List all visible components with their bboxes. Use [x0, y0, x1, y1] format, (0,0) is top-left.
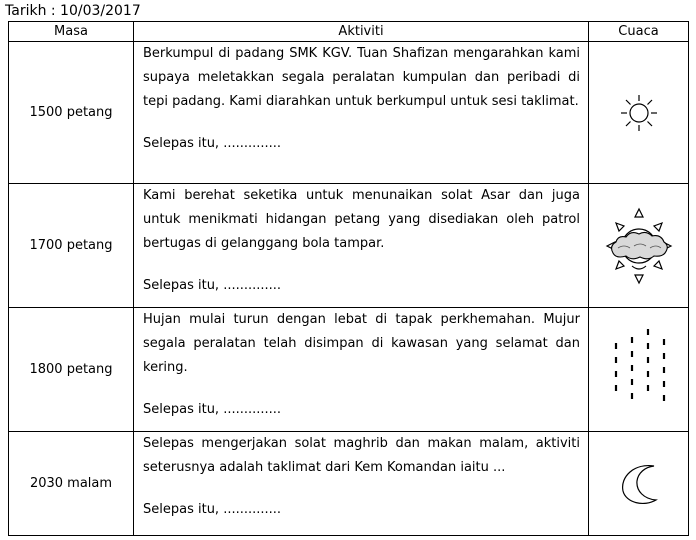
sun-cloud-icon — [604, 206, 674, 286]
time-cell: 1700 petang — [9, 184, 134, 308]
weather-cell — [589, 308, 689, 432]
activity-cell — [134, 184, 589, 308]
header-time: Masa — [9, 22, 134, 42]
rain-icon — [604, 325, 674, 415]
table-row — [9, 42, 689, 184]
table-row — [9, 432, 689, 536]
time-cell: 1800 petang — [9, 308, 134, 432]
time-cell: 2030 malam — [9, 432, 134, 536]
weather-cell — [589, 432, 689, 536]
activity-followup: Selepas itu, .............. — [143, 278, 282, 293]
activity-text: Selepas mengerjakan solat maghrib dan makan malam, aktiviti seterusnya adalah taklimat dari Kem Komandan iaitu ... — [143, 436, 580, 475]
activity-cell — [134, 42, 589, 184]
time-cell: 1500 petang — [9, 42, 134, 184]
activity-followup: Selepas itu, .............. — [143, 502, 282, 517]
sun-icon — [619, 93, 659, 133]
activity-cell — [134, 432, 589, 536]
weather-cell — [589, 184, 689, 308]
table-row — [9, 184, 689, 308]
table-row — [9, 308, 689, 432]
header-weather: Cuaca — [589, 22, 689, 42]
header-row — [9, 22, 689, 42]
date-label: Tarikh : 10/03/2017 — [5, 3, 141, 19]
activity-followup: Selepas itu, .............. — [143, 136, 282, 151]
activity-table — [8, 21, 689, 536]
moon-icon — [614, 459, 664, 509]
activity-text: Hujan mulai turun dengan lebat di tapak perkhemahan. Mujur segala peralatan telah disimpan di kawasan yang selamat dan kering. — [143, 312, 580, 375]
weather-cell — [589, 42, 689, 184]
activity-text: Kami berehat seketika untuk menunaikan solat Asar dan juga untuk menikmati hidangan petang yang disediakan oleh patrol bertugas di gelanggang bola tampar. — [143, 188, 580, 251]
header-activity: Aktiviti — [134, 22, 589, 42]
activity-text: Berkumpul di padang SMK KGV. Tuan Shafizan mengarahkan kami supaya meletakkan segala peralatan kumpulan dan peribadi di tepi padang. Kami diarahkan untuk berkumpul untuk sesi taklimat. — [143, 46, 580, 109]
activity-followup: Selepas itu, .............. — [143, 402, 282, 417]
activity-cell — [134, 308, 589, 432]
